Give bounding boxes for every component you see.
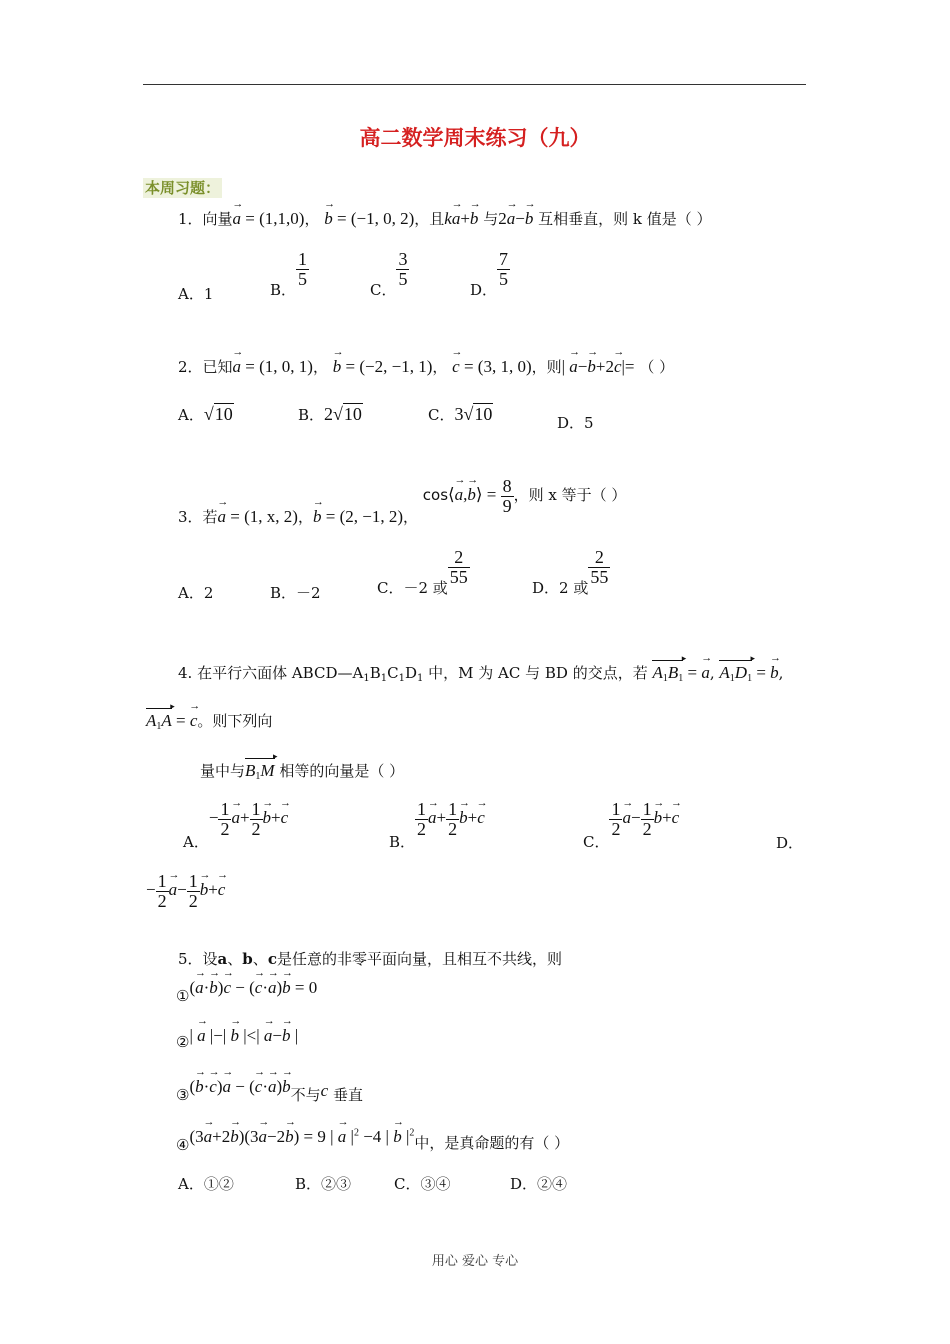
q2-expression: | → a−→ b+2→ c|= [562,357,635,376]
q3-stem: 3．若→ a = (1, x, 2)，→ b = (2, −1, 2)， cos⟨→ a,→ b⟩ = $\frac{8}{9}$ ，则 x 等于（ ） [178,477,626,516]
q1-vector-b: → b = (−1, 0, 2) [324,209,414,228]
q2-stem: 2．已知→ a = (1, 0, 1)， → b = (−2, −1, 1)， → c = (3, 1, 0)，则| → a−→ b+2→ c|= （ ） [178,356,674,377]
q3-cosine: cos⟨→ a,→ b⟩ = $\frac{8}{9}$ [423,485,514,504]
page-title: 高二数学周末练习（九） [359,126,591,150]
q1-option-c[interactable]: C． $\frac{3}{5}$ [370,249,408,300]
q4-vec-a1d1: $A_1D_1$ ▸ = → b [719,663,778,682]
q3-vector-b: → b = (2, −1, 2) [313,507,403,526]
section-heading [143,177,222,198]
q5-option-c[interactable]: C．③④ [394,1175,451,1193]
q4-option-a[interactable]: A．− $\frac{1}{2}$ → a+ $\frac{1}{2}$ → b+→ c [183,800,288,839]
q3-option-d[interactable]: D．2 或 $\frac{2}{55}$ [532,547,609,598]
section-label: 本周习题： [145,179,221,197]
q1-lead: 1．向量 [178,210,233,228]
q2-option-a[interactable]: A．√10 [178,404,233,424]
q3-option-a[interactable]: A．2 [178,584,214,602]
q4-stem-line1: 4. 在平行六面体 $ABCD—A_1B_1C_1D_1$ 中，M 为 AC 与 BD 的交点，若 $A_1B_1$ ▸ = → a, $A_1D_1$ ▸ = → b, [178,662,783,684]
q1-option-b[interactable]: B． $\frac{1}{5}$ [270,249,308,300]
q5-statement-2: ②| → a |−| → b |<| → a−→ b | [176,1026,298,1046]
q1-option-d[interactable]: D． $\frac{7}{5}$ [470,249,509,300]
q4-vec-a1b1: $A_1B_1$ ▸ = → a [652,663,709,682]
q1-option-a[interactable]: A．1 [178,285,214,303]
q4-stem-line2: $A_1A$ ▸ = → c。则下列向 [146,710,272,732]
q4-option-d-expr[interactable]: − $\frac{1}{2}$ → a− $\frac{1}{2}$ → b+→ c [146,872,225,911]
q1-expr1: k→ a+→ b [444,209,478,228]
page-footer: 用心 爱心 专心 [431,1254,519,1269]
q4-option-b[interactable]: B． $\frac{1}{2}$ → a+ $\frac{1}{2}$ → b+→ c [389,800,485,839]
q2-option-b[interactable]: B．2√10 [298,404,362,424]
q5-statement-1: ①(→ a·→ b)→ c − (→ c·→ a)→ b = 0 [176,978,317,998]
q1-stem: 1．向量→ a = (1,1,0)， → b = (−1, 0, 2)，且k→ a+→ b 与2→ a−→ b 互相垂直，则 k 值是（ ） [178,208,712,229]
q5-statement-3: ③(→ b·→ c)→ a − (→ c·→ a)→ b不与c 垂直 [176,1076,363,1097]
q4-vec-b1m: $B_1M$ ▸ [245,761,275,780]
q5-option-d[interactable]: D．②④ [510,1175,568,1193]
header-rule [143,84,806,85]
q3-option-b[interactable]: B．－2 [270,584,321,602]
q1-tail: 互相垂直，则 k 值是（ ） [538,210,712,228]
q2-option-c[interactable]: C．3√10 [428,404,493,424]
q2-vector-b: → b = (−2, −1, 1) [333,357,433,376]
q3-vector-a: → a = (1, x, 2) [218,507,298,526]
q2-option-d[interactable]: D．5 [557,414,594,432]
q5-statement-4: ④(3→ a+2→ b)(3→ a−2→ b) = 9 | → a $|^2 -4$ | → b $|^2$中，是真命题的有（ ） [176,1126,569,1147]
q4-option-d-label[interactable]: D． [776,834,804,852]
q4-vec-a1a: $A_1A$ ▸ = → c [146,711,197,730]
q4-stem-line3: 量中与$B_1M$ ▸ 相等的向量是（ ） [200,760,404,782]
q2-vector-c: → c = (3, 1, 0) [452,357,531,376]
q5-stem: 5．设a、b、c是任意的非零平面向量，且相互不共线，则 [178,950,562,968]
q5-option-a[interactable]: A．①② [178,1175,234,1193]
q3-option-c[interactable]: C．－2 或 $\frac{2}{55}$ [377,547,468,598]
q1-vector-a: → a = (1,1,0) [233,209,305,228]
q1-expr2: 2→ a−→ b [498,209,533,228]
q4-option-c[interactable]: C． $\frac{1}{2}$ → a− $\frac{1}{2}$ → b+→ c [583,800,679,839]
q2-vector-a: → a = (1, 0, 1) [233,357,313,376]
q5-option-b[interactable]: B．②③ [295,1175,352,1193]
